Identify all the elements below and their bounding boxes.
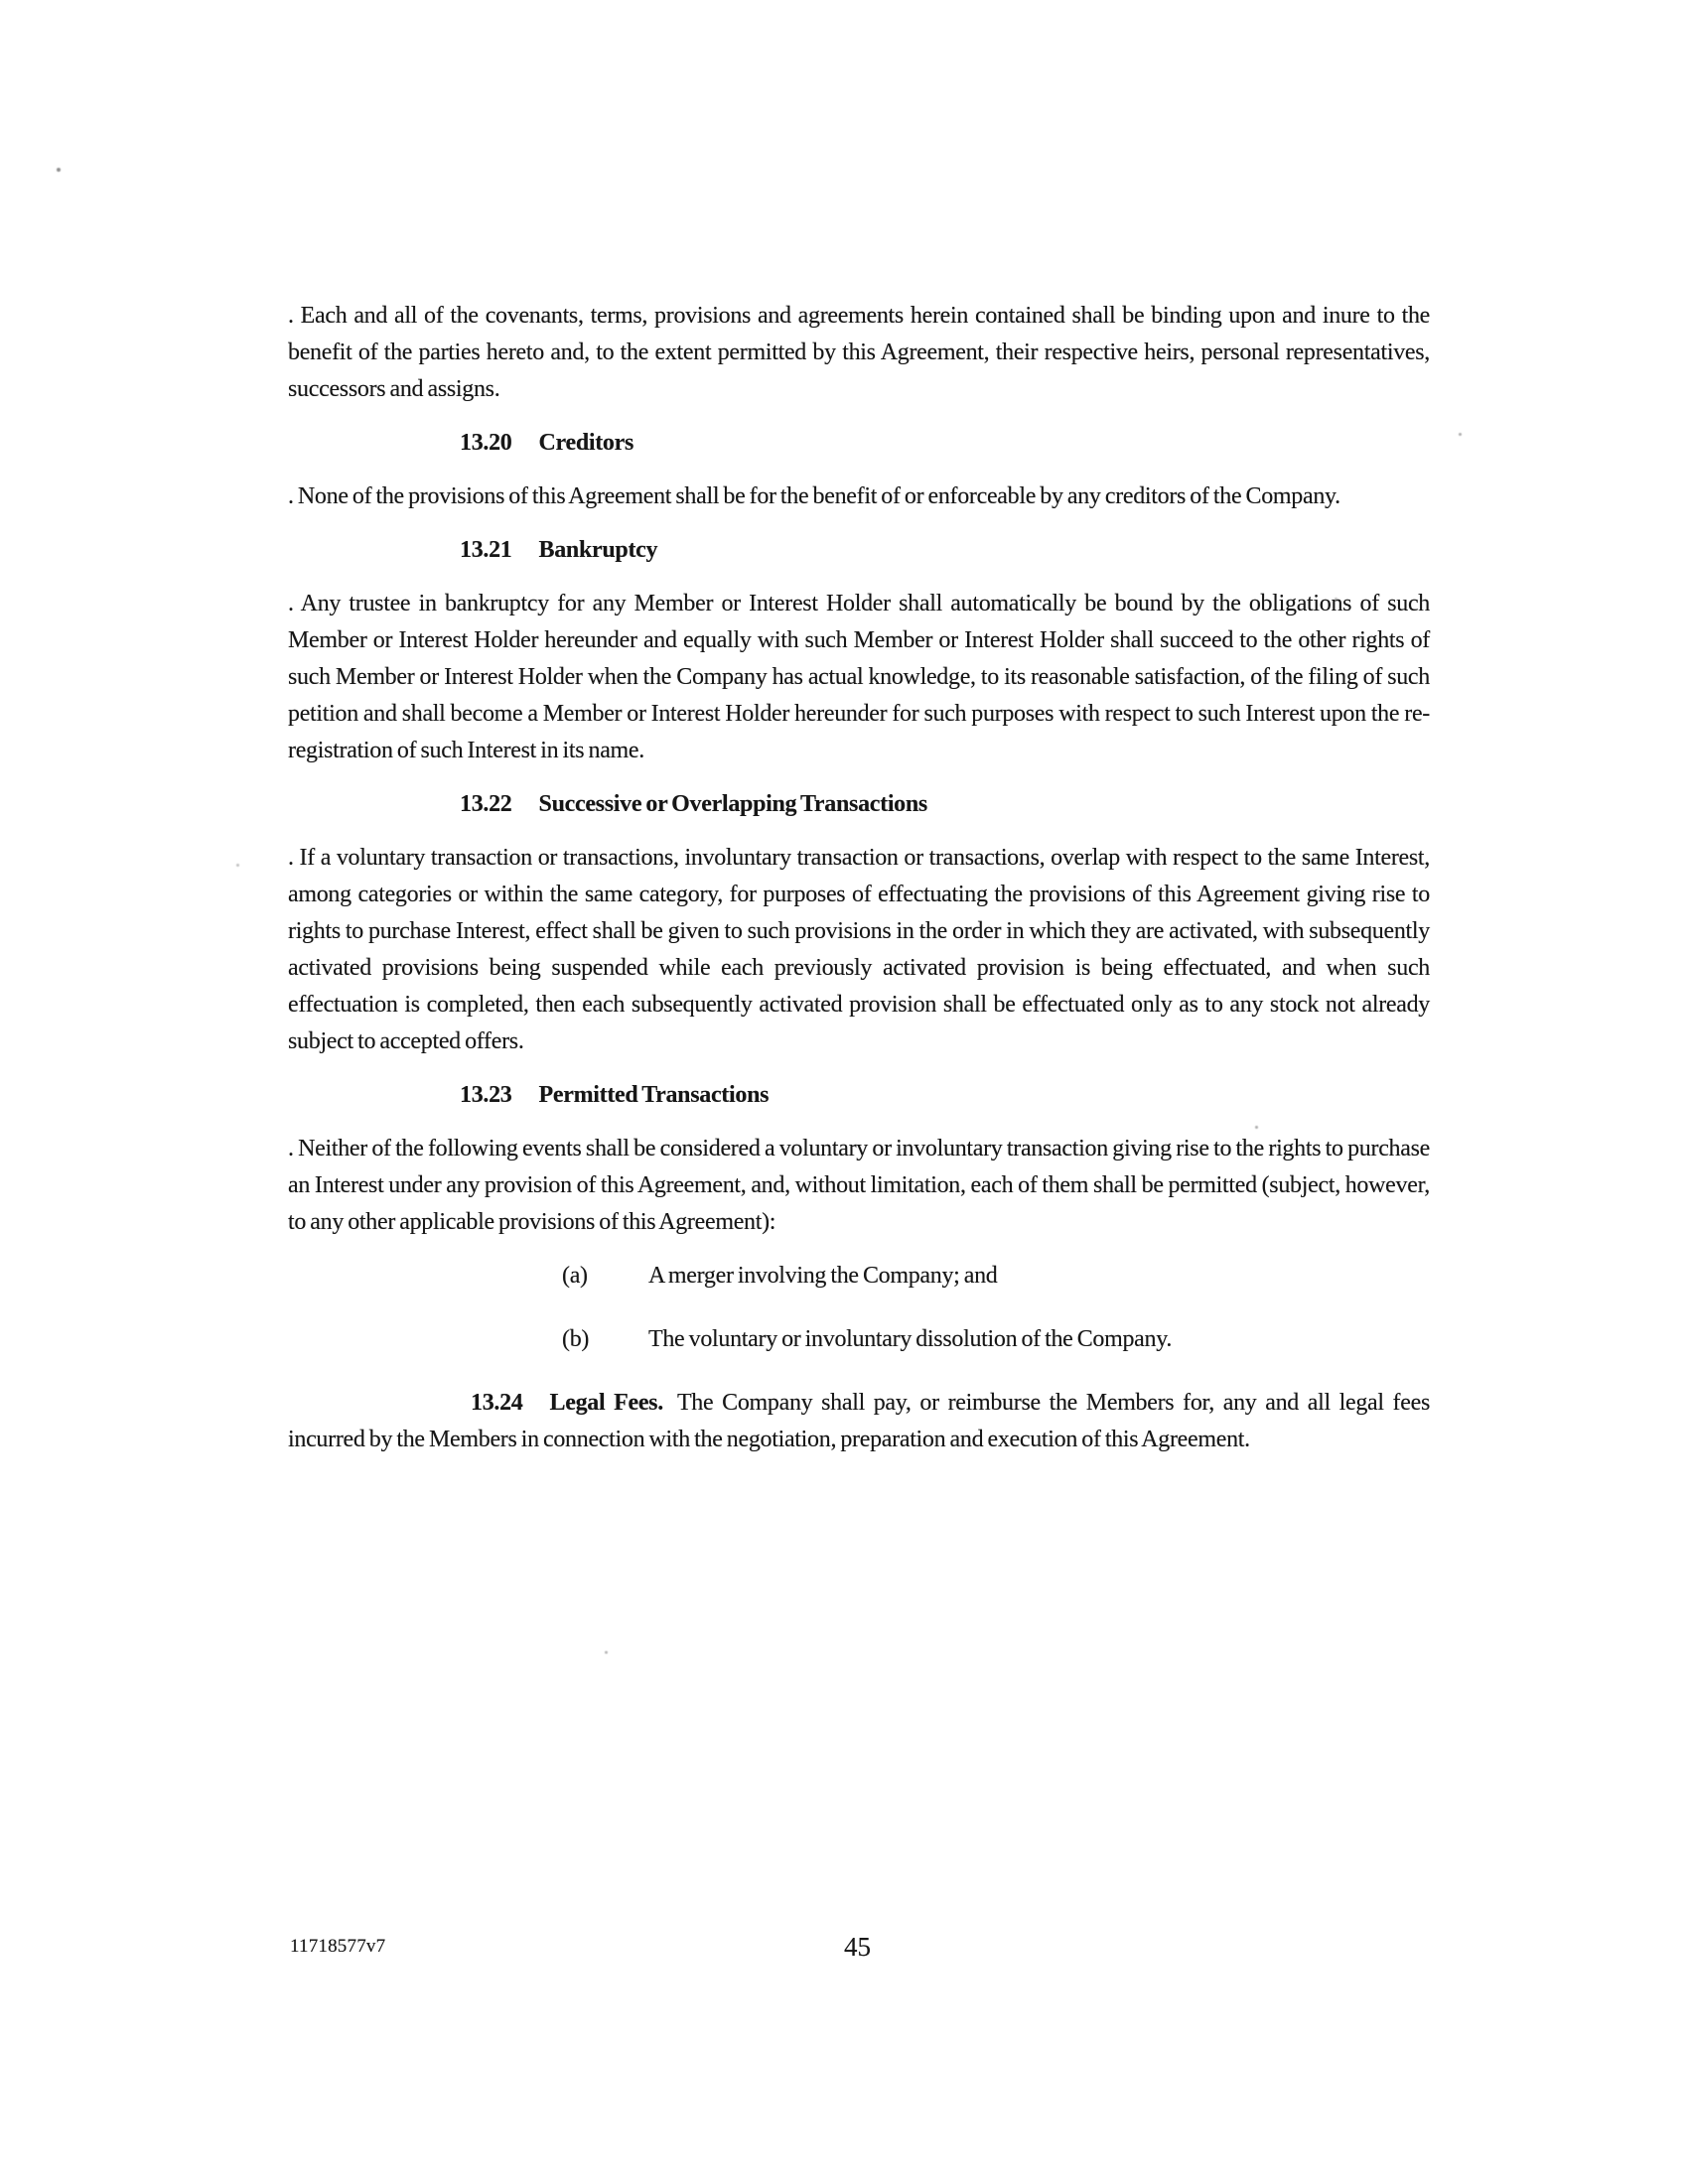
scan-speck xyxy=(1255,1126,1258,1129)
enumerated-list xyxy=(562,1258,1430,1358)
list-item-text: The voluntary or involuntary dissolution of the Company. xyxy=(648,1326,1173,1352)
list-item-a xyxy=(562,1258,1430,1295)
scan-speck xyxy=(605,1651,608,1654)
document-id: 11718577v7 xyxy=(290,1936,386,1957)
section-heading-creditors xyxy=(460,425,1430,462)
scan-speck xyxy=(57,168,61,172)
section-body-text: The Company shall pay, or reimburse the Members for, any and all legal fees incurred by the Members in connection with the negotiation, preparation and execution of this Agreement. xyxy=(288,1390,1430,1452)
section-paragraph-permitted-transactions: . Neither of the following events shall be considered a voluntary or involuntary transaction giving rise to the rights to purchase an Interest under any provision of this Agreement, and, without limitation, each of them shall be permitted (subject, however, to any other applicable provisions of this Agreement): xyxy=(288,1136,1430,1235)
section-number: 13.22 xyxy=(460,791,512,817)
section-paragraph-legal-fees xyxy=(288,1385,1430,1458)
section-heading-successive-transactions xyxy=(460,786,1430,823)
section-number: 13.24 xyxy=(471,1390,523,1416)
section-heading-permitted-transactions xyxy=(460,1077,1430,1114)
section-paragraph-successive-transactions: . If a voluntary transaction or transactions, involuntary transaction or transactions, overlap with respect to the same Interest, among categories or within the same category, for purposes of effectuating the provisions of this Agreement giving rise to rights to purchase Interest, effect shall be given to such provisions in the order in which they are activated, with subsequently activated provisions being suspended while each previously activated provision is being effectuated, and when such effectuation is completed, then each subsequently activated provision shall be effectuated only as to any stock not already subject to accepted offers. xyxy=(288,845,1430,1054)
page-number: 45 xyxy=(844,1932,871,1962)
list-item-label: (a) xyxy=(562,1263,588,1289)
scan-speck xyxy=(1335,598,1337,601)
section-number: 13.20 xyxy=(460,430,512,456)
scan-speck xyxy=(236,864,239,867)
list-item-b xyxy=(562,1321,1430,1358)
section-title: Permitted Transactions xyxy=(538,1082,770,1108)
list-item-text: A merger involving the Company; and xyxy=(648,1263,998,1289)
scan-speck xyxy=(1459,433,1462,436)
section-number: 13.23 xyxy=(460,1082,512,1108)
section-title: Legal Fees. xyxy=(549,1390,663,1416)
section-title: Bankruptcy xyxy=(538,537,658,563)
intro-paragraph: . Each and all of the covenants, terms, provisions and agreements herein contained shall be binding upon and inure to the benefit of the parties hereto and, to the extent permitted by this Agreement, their respective heirs, personal representatives, successors and assigns. xyxy=(288,303,1430,402)
section-paragraph-creditors: . None of the provisions of this Agreement shall be for the benefit of or enforceable by any creditors of the Company. xyxy=(288,483,1340,509)
section-title: Successive or Overlapping Transactions xyxy=(538,791,927,817)
section-title: Creditors xyxy=(538,430,634,456)
section-heading-bankruptcy xyxy=(460,532,1430,569)
section-paragraph-bankruptcy: . Any trustee in bankruptcy for any Member or Interest Holder shall automatically be bound by the obligations of such Member or Interest Holder hereunder and equally with such Member or Interest Holder shall succeed to the other rights of such Member or Interest Holder when the Company has actual knowledge, to its reasonable satisfaction, of the filing of such petition and shall become a Member or Interest Holder hereunder for such purposes with respect to such Interest upon the re-registration of such Interest in its name. xyxy=(288,591,1430,763)
section-number: 13.21 xyxy=(460,537,512,563)
list-item-label: (b) xyxy=(562,1326,590,1352)
document-body xyxy=(288,298,1430,1458)
